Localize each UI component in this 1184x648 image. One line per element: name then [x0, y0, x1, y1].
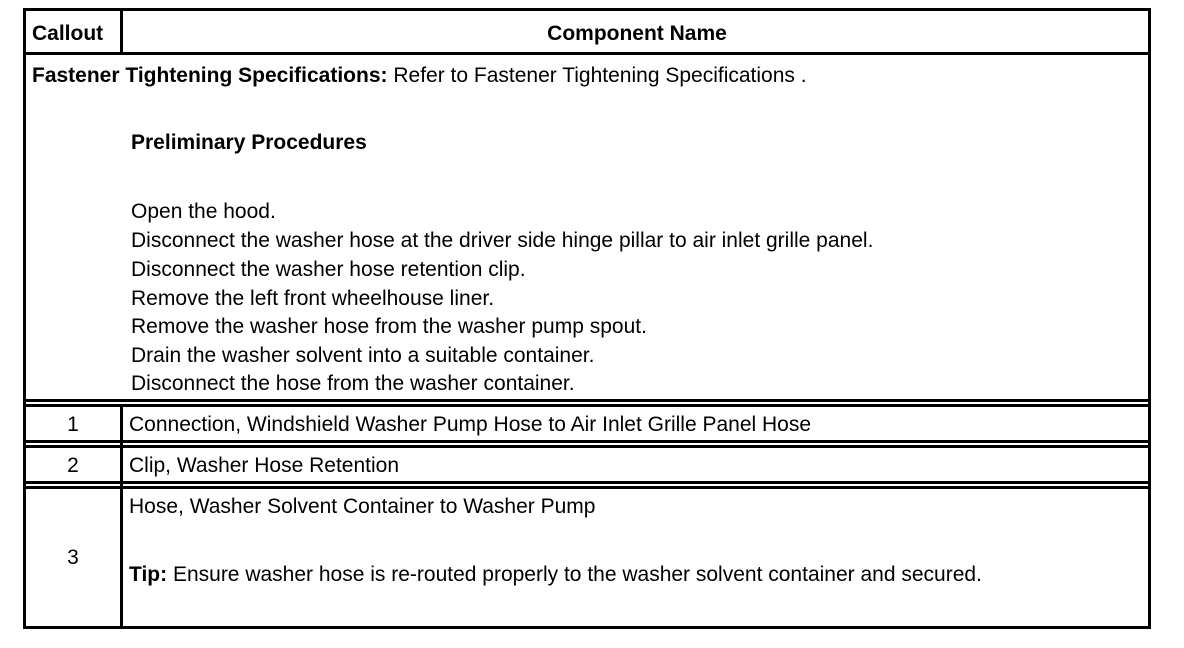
preliminary-bottom-rule-2: [26, 404, 1148, 407]
component-name: Clip, Washer Hose Retention: [129, 454, 400, 477]
header-bottom-rule: [26, 52, 1148, 55]
specs-line: [32, 62, 807, 90]
step-item: Remove the washer hose from the washer pump spout.: [131, 315, 647, 338]
step-item: Open the hood.: [131, 200, 276, 223]
specs-label: Fastener Tightening Specifications:: [32, 64, 388, 87]
preliminary-title: Preliminary Procedures: [131, 131, 367, 154]
callout-header: Callout: [32, 22, 104, 45]
tip-label: Tip:: [129, 563, 168, 586]
callout-number: 1: [67, 413, 79, 436]
tip-line: [129, 561, 982, 589]
step-item: Disconnect the washer hose at the driver side hinge pillar to air inlet grille panel.: [131, 229, 874, 252]
tip-text: Ensure washer hose is re-routed properly to the washer solvent container and secured.: [172, 563, 982, 586]
callout-number: 3: [67, 546, 79, 569]
component-name: Connection, Windshield Washer Pump Hose to Air Inlet Grille Panel Hose: [129, 413, 812, 436]
component-name-header: Component Name: [547, 22, 727, 45]
callout-number: 2: [67, 454, 79, 477]
row-rule: [26, 440, 1148, 443]
row-rule: [26, 445, 1148, 448]
specs-text: Refer to Fastener Tightening Specifications .: [393, 64, 807, 87]
row-rule: [26, 481, 1148, 484]
step-item: Drain the washer solvent into a suitable container.: [131, 344, 595, 367]
callout-column-divider: [120, 404, 123, 629]
component-name: Hose, Washer Solvent Container to Washer Pump: [129, 495, 596, 518]
preliminary-bottom-rule: [26, 399, 1148, 402]
step-item: Disconnect the hose from the washer container.: [131, 372, 575, 395]
step-item: Remove the left front wheelhouse liner.: [131, 287, 495, 310]
row-rule: [26, 486, 1148, 489]
header-divider: [120, 11, 123, 52]
step-item: Disconnect the washer hose retention clip.: [131, 258, 526, 281]
components-table: [23, 8, 1151, 629]
